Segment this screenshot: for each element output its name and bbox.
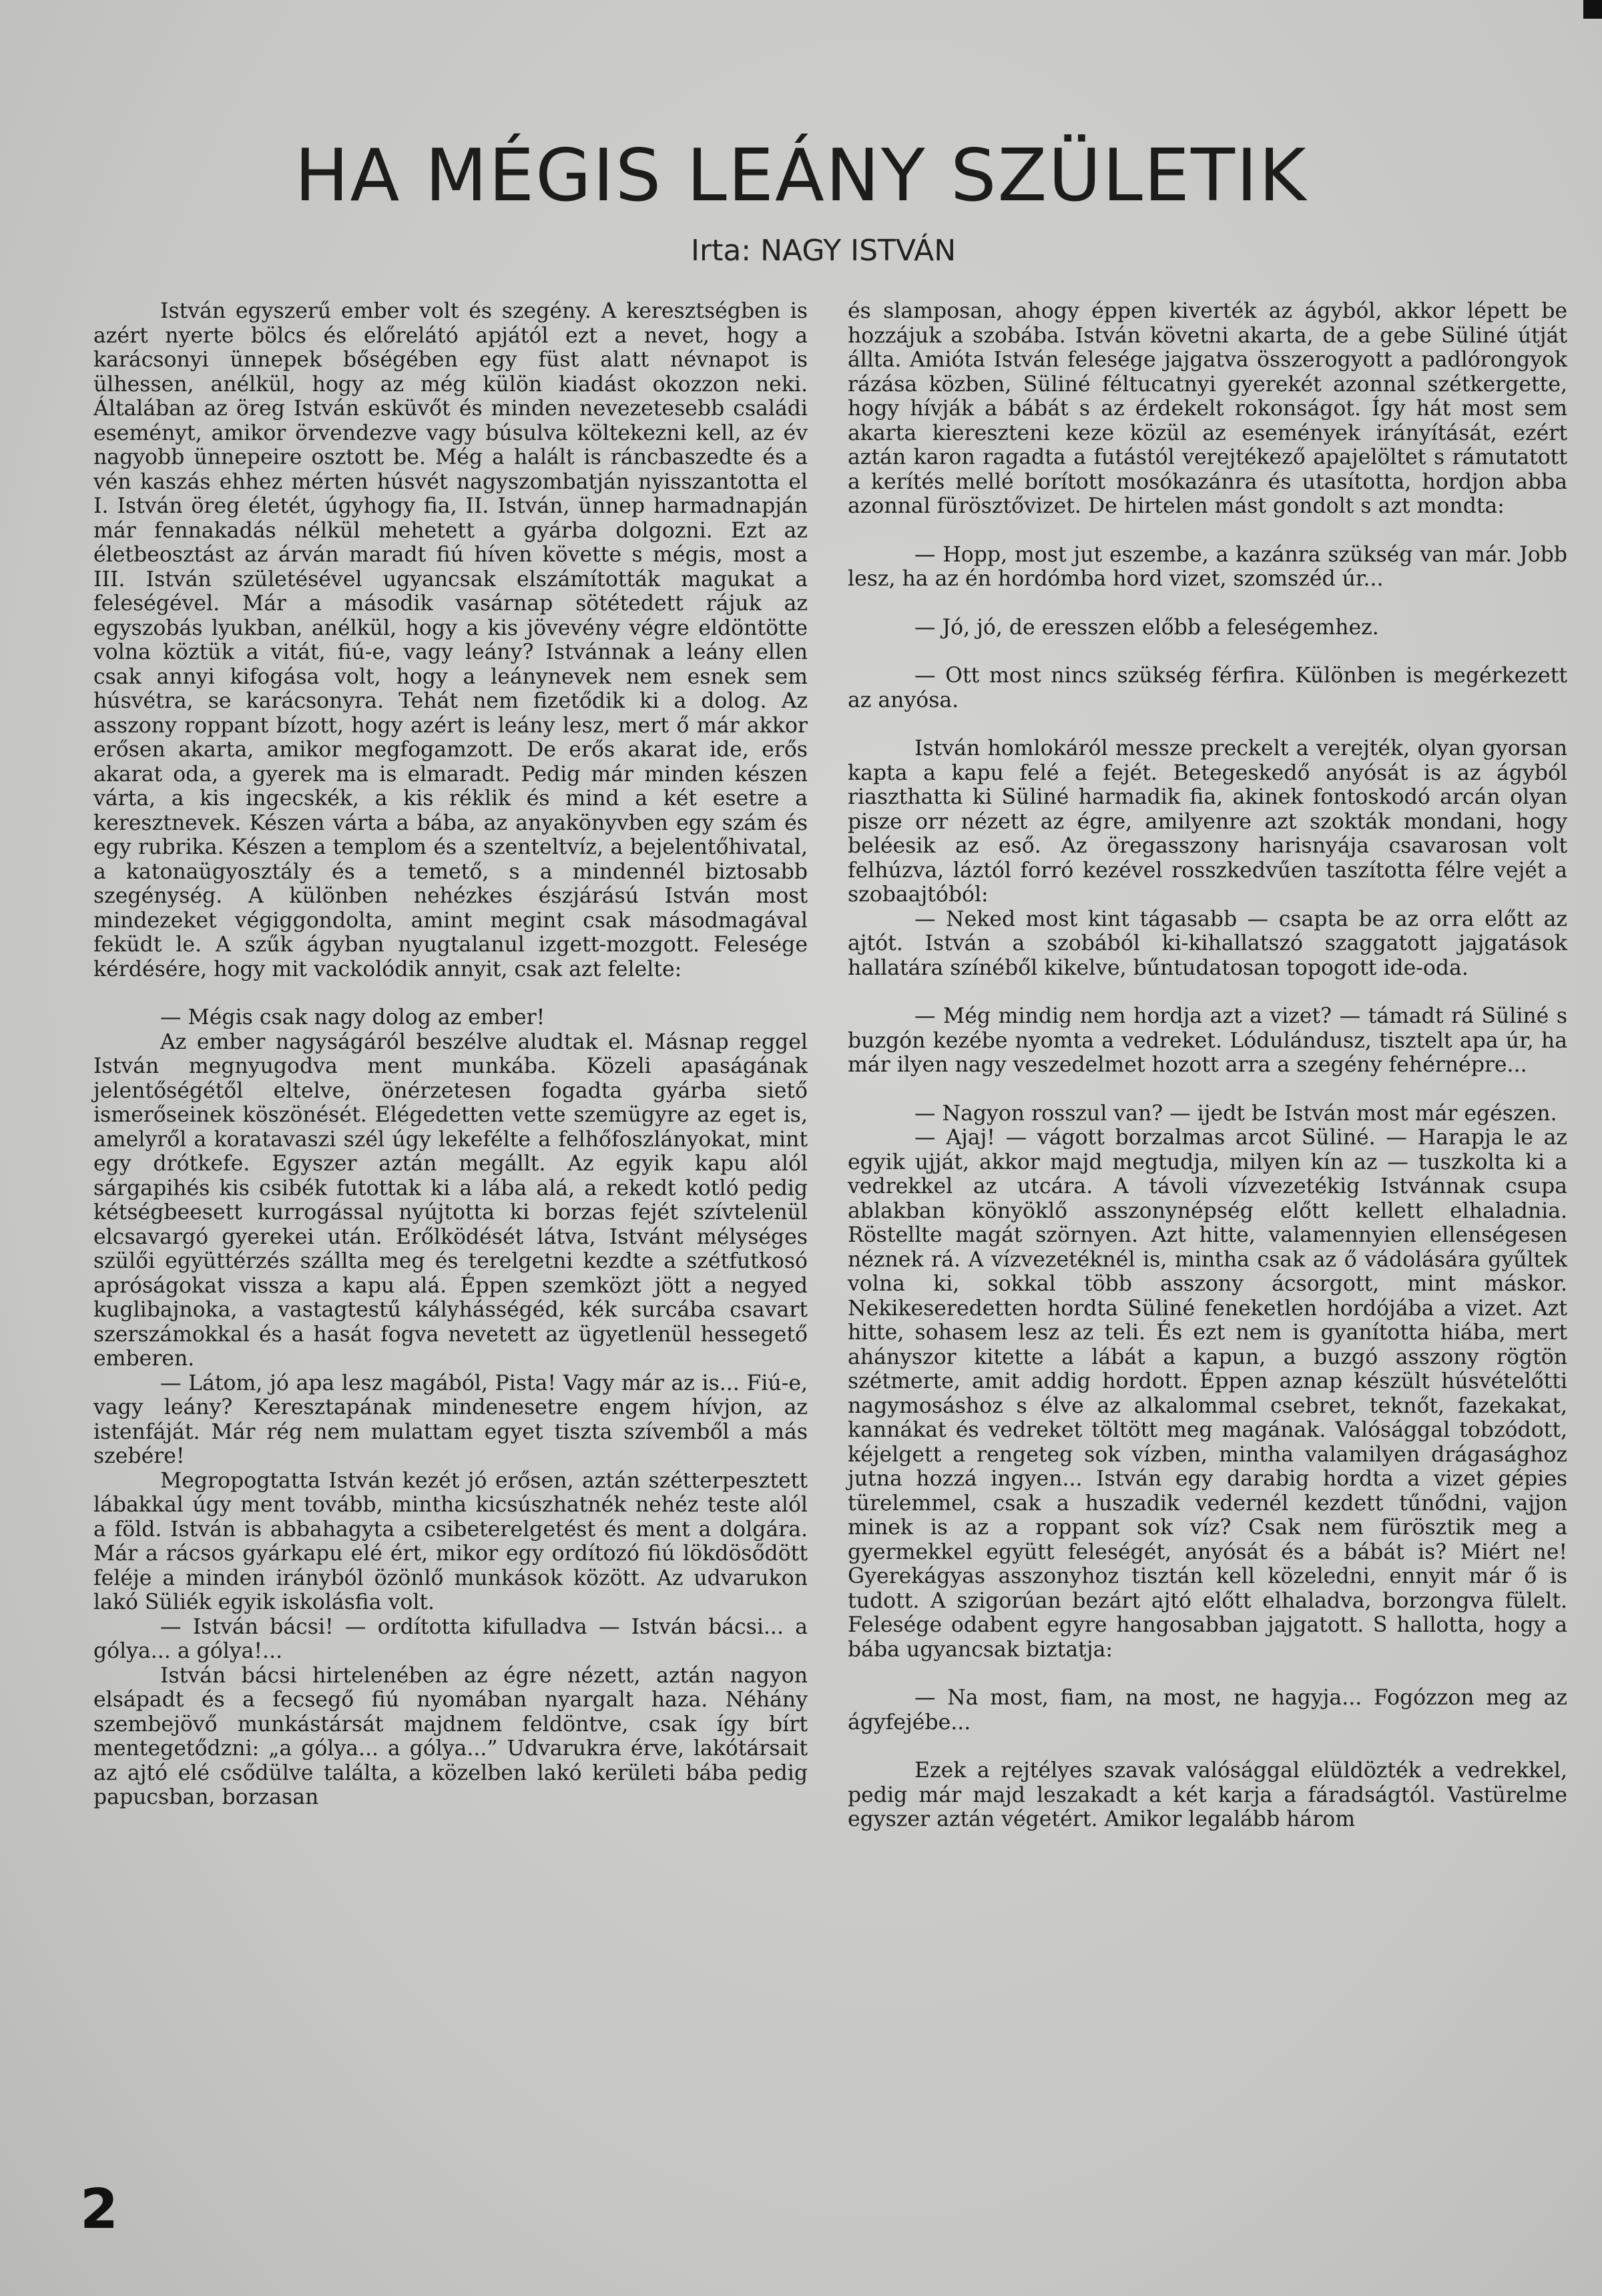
paragraph: Az ember nagyságáról beszélve aludtak el. Másnap reggel István megnyugodva ment munkába. Közeli apaságának jelentőségétől eltelve, önérzetesen fogadta gyárba siető ismerőseinek köszönését. Elégedetten vette szemügyre az eget is, amelyről a koratavaszi szél úgy lekefélte a felhőfoszlányokat, mint egy drótkefe. Egyszer aztán megállt. Az egyik kapu alól sárgapihés kis csibék futottak ki a lába alá, a rekedt kotló pedig kétségbeesett kurrogással nyújtotta ki borzas fejét szívtelenül elcsavargó gyerekei után. Erőlködését látva, Istvánt mélységes szülői együttérzés szállta meg és terelgetni kezdte a szétfutkosó apróságokat vissza a kapu alá. Éppen szemközt jött a negyed kuglibajnoka, a vastagtestű kályhásségéd, kék surcába csavart szerszámokkal és a hasát fogva nevetett az ügyetlenül hessegető emberen. [93,1029,808,1371]
paragraph: — Neked most kint tágasabb — csapta be az orra előtt az ajtót. István a szobából ki-kihallatszó szaggatott jajgatások hallatára színéből kikelve, bűntudatosan topogott ide-oda. [848,907,1567,980]
paragraph: — Mégis csak nagy dolog az ember! [160,1005,545,1029]
paragraph: — Még mindig nem hordja azt a vizet? — támadt rá Süliné s buzgón kezébe nyomta a vedreket. Lódulándusz, tisztelt apa úr, ha már ilyen nagy veszedelmet hozott arra a szegény fehérnépre... [848,1004,1567,1077]
paragraph: István bácsi hirtelenében az égre nézett, aztán nagyon elsápadt és a fecsegő fiú nyomában nyargalt haza. Néhány szembejövő munkástársát majdnem feldöntve, csak így bírt mentegetődzni: „a gólya... a gólya...” Udvarukra érve, lakótársait az ajtó elé csődülve találta, a közelben lakó kerületi bába pedig papucsban, borzasan [93,1663,808,1809]
paragraph: és slamposan, ahogy éppen kiverték az ágyból, akkor lépett be hozzájuk a szobába. István követni akarta, de a gebe Süliné útját állta. Amióta István felesége jajgatva összerogyott a padlórongyok rázása közben, Süliné féltucatnyi gyerekét azonnal szétkergette, hogy hívják a bábát s az érdekelt rokonságot. Így hát most sem akarta kiereszteni keze közül az események irányítását, ezért aztán karon ragadta a futástól verejtékező apajelöltet s rámutatott a kerítés mellé borított mosókazánra és utasította, hordjon abba azonnal fürösztővizet. De hirtelen mást gondolt s azt mondta: [848,299,1567,518]
paragraph: Megropogtatta István kezét jó erősen, aztán szétterpesztett lábakkal úgy ment tovább, mintha kicsúszhatnék nehéz teste alól a föld. István is abbahagyta a csibeterelgetést és ment a dolgára. Már a rácsos gyárkapu elé ért, mikor egy ordítozó fiú lökdösődött feléje a minden irányból özönlő munkások között. Az udvarukon lakó Süliék egyik iskolásfia volt. [93,1468,808,1614]
paragraph: — Ott most nincs szükség férfira. Különben is megérkezett az anyósa. [848,664,1567,712]
paragraph: — Na most, fiam, na most, ne hagyja... Fogózzon meg az ágyfejébe... [848,1686,1567,1735]
paragraph: — Jó, jó, de eresszen előbb a feleségemhez. [914,615,1379,640]
paragraph: — Hopp, most jut eszembe, a kazánra szükség van már. Jobb lesz, ha az én hordómba hord vizet, szomszéd úr... [848,542,1567,591]
paragraph: — Nagyon rosszul van? — ijedt be István most már egészen. [914,1101,1557,1126]
right-column [848,299,1567,1832]
paragraph: — Látom, jó apa lesz magából, Pista! Vagy már az is... Fiú-e, vagy leány? Keresztapának mindenesetre engem hívjon, az istenfáját. Már rég nem mulattam egyet tiszta szívemből a más szebére! [93,1371,808,1468]
paragraph: István homlokáról messze preckelt a verejték, olyan gyorsan kapta a kapu felé a fejét. Betegeskedő anyósát is az ágyból riaszthatta ki Süliné harmadik fia, akinek fontoskodó arcán olyan pisze orr nézett az égre, amilyenre azt szokták mondani, hogy beléesik az eső. Az öregasszony harisnyája csavarosan volt felhúzva, láztól forró kezével rosszkedvűen taszította félre vejét a szobaajtóból: [848,736,1567,907]
scan-corner-mark [1583,0,1602,19]
paragraph: István egyszerű ember volt és szegény. A keresztségben is azért nyerte bölcs és előrelátó apjától ezt a nevet, hogy a karácsonyi ünnepek bőségében egy füst alatt névnapot is ülhessen, anélkül, hogy az még külön kiadást okozzon neki. Általában az öreg István esküvőt és minden nevezetesebb családi eseményt, amikor örvendezve vagy búsulva költekezni kell, az év nagyobb ünnepeire osztott be. Még a halált is ráncbaszedte és a vén kaszás ehhez mérten húsvét nagyszombatján nyisszantotta el I. István öreg életét, úgyhogy fia, II. István, ünnep harmadnapján már fennakadás nélkül mehetett a gyárba dolgozni. Ezt az életbeosztást az árván maradt fiú híven követte s mégis, most a III. István születésével ugyancsak elszámították magukat a feleségével. Már a második vasárnap sötétedett rájuk az egyszobás lyukban, anélkül, hogy a kis jövevény végre eldöntötte volna köztük a vitát, fiú-e, vagy leány? Istvánnak a leány ellen csak annyi kifogása volt, hogy a leánynevek nem esnek sem húsvétra, se karácsonyra. Tehát nem fizetődik ki a dolog. Az asszony roppant bízott, hogy azért is leány lesz, mert ő már akkor erősen akarta, amikor megfogamzott. De erős akarat ide, erős akarat oda, a gyerek ma is elmaradt. Pedig már minden készen várta, a kis ingecskék, a kis réklik és mind a két esetre a keresztnevek. Készen várta a bába, az anyakönyvben egy szám és egy rubrika. Készen a templom és a szenteltvíz, a bejelentőhivatal, a katonaügyosztály és a temető, s a mindennél biztosabb szegénység. A különben nehézkes észjárású István most mindezeket végiggondolta, amint megint csak másodmagával feküdt le. A szűk ágyban nyugtalanul izgett-mozgott. Felesége kérdésére, hogy mit vackolódik annyit, csak azt felelte: [93,299,808,981]
left-column [93,299,808,1810]
paragraph: — Ajaj! — vágott borzalmas arcot Süliné. — Harapja le az egyik ujját, akkor majd megtudja, milyen kín az — tuszkolta ki a vedrekkel az utcára. A távoli vízvezetékig Istvánnak csupa ablakban könyöklő asszonynépség előtt kellett elhaladnia. Röstellte magát szörnyen. Azt hitte, valamennyien ellenségesen néznek rá. A vízvezetéknél is, mintha csak az ő vádolására gyűltek volna ki, sokkal több asszony ácsorgott, mint máskor. Nekikeseredetten hordta Süliné feneketlen hordójába a vizet. Azt hitte, sohasem lesz az teli. És ezt nem is gyanította hiába, mert ahányszor kitette a lábát a kapun, a buzgó asszony rögtön szétmerte, amit addig hordott. Éppen aznap készült húsvételőtti nagymosáshoz s élve az alkalommal csebret, teknőt, fazekakat, kannákat és vedreket töltött meg magának. Valósággal tobzódott, kéjelgett a rengeteg sok vízben, mintha valamilyen drágasághoz jutna hozzá ingyen... István egy darabig hordta a vizet gépies türelemmel, csak a huszadik vedernél kezdett tűnődni, vajjon minek is az a roppant sok víz? Csak nem fürösztik meg a gyermekkel együtt feleségét, anyósát és a bábát is? Miért ne! Gyerekágyas asszonyhoz tisztán kell közeledni, ennyit már ő is tudott. A szigorúan bezárt ajtó előtt elhaladva, borzongva fülelt. Felesége odabent egyre hangosabban jajgatott. S hallotta, hogy a bába ugyancsak biztatja: [848,1126,1567,1662]
article-title: HA MÉGIS LEÁNY SZÜLETIK [294,134,1308,218]
article-byline: Irta: NAGY ISTVÁN [691,234,957,268]
paragraph: — István bácsi! — ordította kifulladva — István bácsi... a gólya... a gólya!... [93,1614,808,1663]
paragraph: Ezek a rejtélyes szavak valósággal elüldözték a vedrekkel, pedig már majd leszakadt a két karja a fáradságtól. Vastürelme egyszer aztán végetért. Amikor legalább három [848,1759,1567,1831]
page-number: 2 [80,2178,119,2241]
